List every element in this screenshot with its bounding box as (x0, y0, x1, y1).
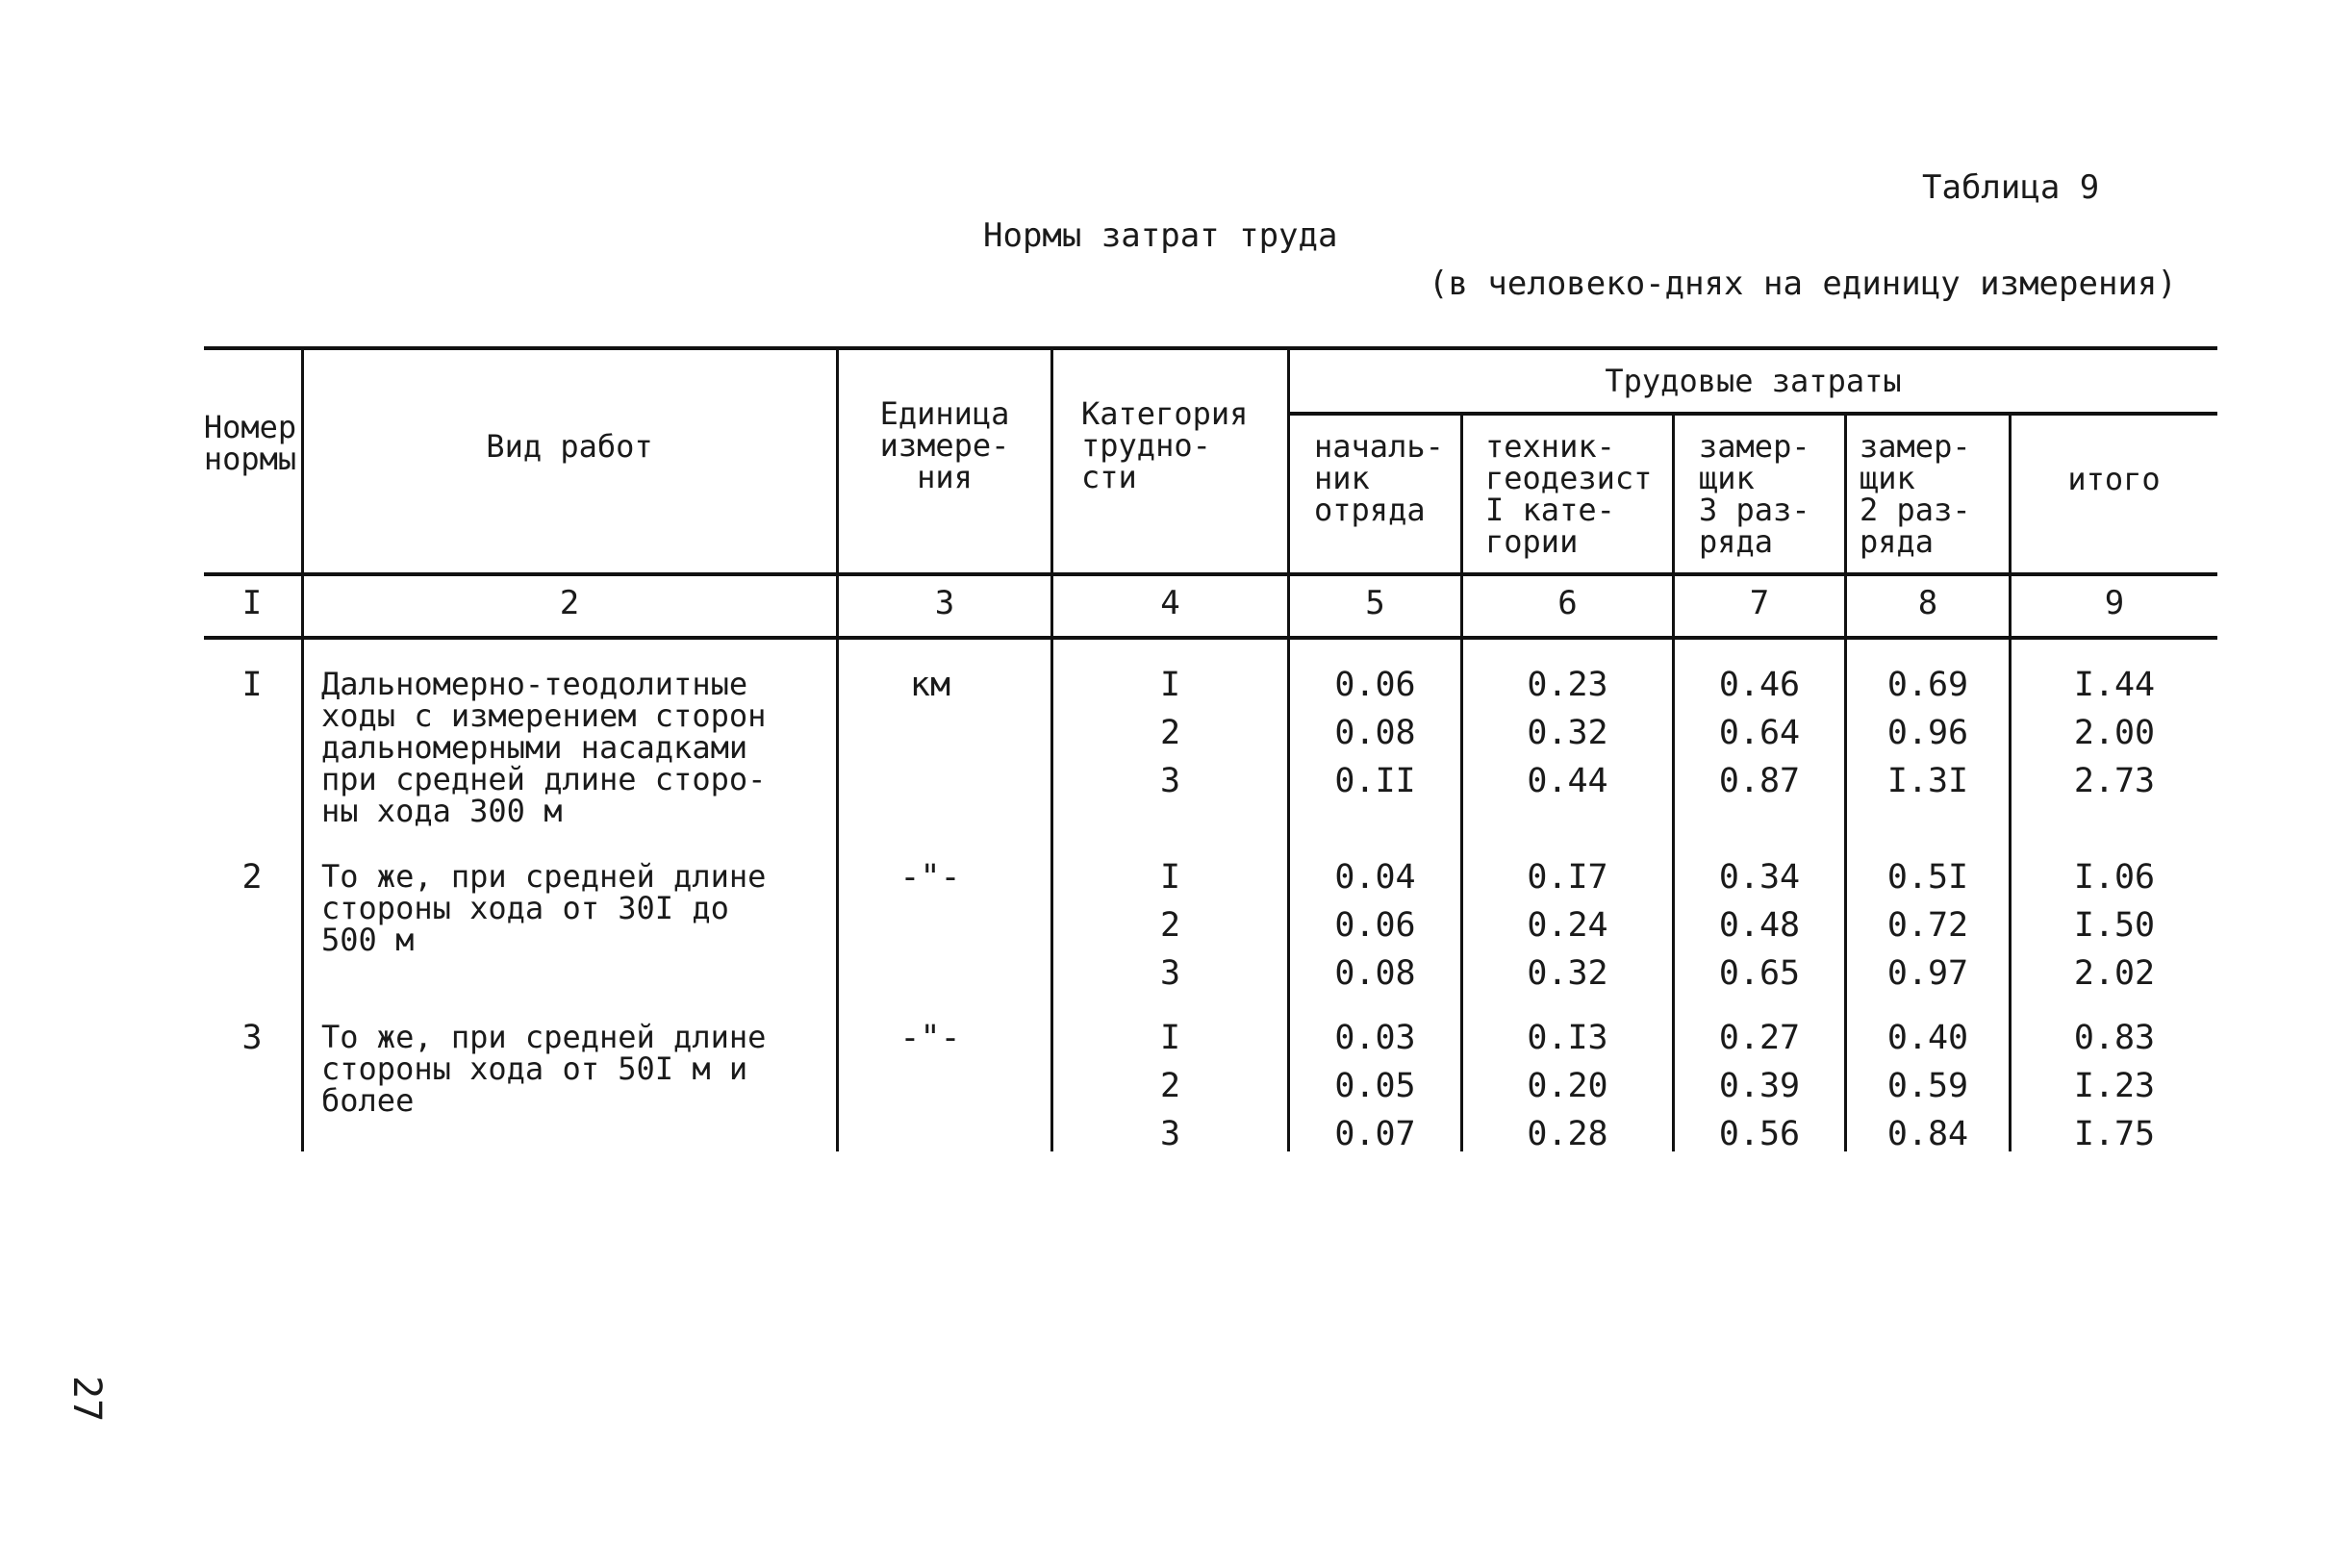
labor-value: 0.07 (1334, 1115, 1416, 1153)
labor-value: 0.83 (2073, 1019, 2156, 1057)
labor-value: 0.II (1334, 762, 1416, 800)
labor-value: 0.06 (1334, 906, 1416, 945)
table-label: Таблица 9 (1922, 168, 2100, 207)
header-work-type: Вид работ (486, 428, 653, 465)
difficulty-category: 2 (1159, 1067, 1181, 1105)
labor-value: 0.28 (1527, 1115, 1608, 1153)
labor-value: 0.48 (1718, 906, 1801, 945)
column-number: 6 (1557, 584, 1578, 622)
column-number: 9 (2104, 584, 2125, 622)
labor-value: 0.56 (1718, 1115, 1801, 1153)
group-header-rule (1289, 412, 2217, 416)
column-number: 8 (1917, 584, 1938, 622)
labor-value: 0.87 (1718, 762, 1801, 800)
labor-value: 0.08 (1334, 954, 1416, 993)
labor-value: 0.46 (1718, 666, 1801, 704)
work-description: То же, при средней длине стороны хода от 50I м и более (321, 1019, 767, 1119)
header-norm-number: Номер нормы (203, 409, 297, 477)
column-number: 7 (1749, 584, 1770, 622)
labor-value: 0.04 (1334, 858, 1416, 897)
difficulty-category: 2 (1159, 906, 1181, 945)
table-title: Нормы затрат труда (983, 216, 1338, 255)
labor-value: 0.08 (1334, 714, 1416, 752)
labor-value: 2.00 (2073, 714, 2156, 752)
header-chief: началь- ник отряда (1314, 428, 1444, 528)
difficulty-category: 3 (1159, 954, 1181, 993)
header-category: Категория трудно- сти (1081, 395, 1249, 495)
labor-value: I.75 (2073, 1115, 2156, 1153)
difficulty-category: 3 (1159, 762, 1181, 800)
labor-value: 0.39 (1718, 1067, 1801, 1105)
column-number: 5 (1365, 584, 1385, 622)
labor-value: 0.I3 (1527, 1019, 1608, 1057)
difficulty-category: 2 (1159, 714, 1181, 752)
labor-value: 0.65 (1718, 954, 1801, 993)
labor-value: 0.32 (1527, 714, 1608, 752)
labor-value: 2.02 (2073, 954, 2156, 993)
difficulty-category: I (1159, 858, 1181, 897)
norm-number: 3 (241, 1019, 263, 1057)
labor-value: I.23 (2073, 1067, 2156, 1105)
labor-value: I.3I (1886, 762, 1969, 800)
unit-of-measure: км (909, 666, 951, 704)
labor-value: I.50 (2073, 906, 2156, 945)
labor-value: 0.96 (1886, 714, 1969, 752)
difficulty-category: I (1159, 666, 1181, 704)
header-surveyor-2: замер- щик 2 раз- ряда (1860, 428, 1971, 560)
labor-value: I.44 (2073, 666, 2156, 704)
labor-value: 0.32 (1527, 954, 1608, 993)
unit-of-measure: -"- (899, 858, 961, 897)
labor-value: 2.73 (2073, 762, 2156, 800)
column-number: 2 (559, 584, 580, 622)
labor-value: 0.40 (1886, 1019, 1969, 1057)
difficulty-category: I (1159, 1019, 1181, 1057)
labor-value: 0.5I (1886, 858, 1969, 897)
column-numbers-rule (204, 636, 2217, 640)
labor-value: 0.03 (1334, 1019, 1416, 1057)
table-subtitle: (в человеко-днях на единицу измерения) (1429, 265, 2177, 303)
labor-value: 0.27 (1718, 1019, 1801, 1057)
labor-value: I.06 (2073, 858, 2156, 897)
column-number: 3 (934, 584, 955, 622)
labor-value: 0.05 (1334, 1067, 1416, 1105)
header-unit: Единица измере- ния (879, 395, 1010, 495)
labor-value: 0.44 (1527, 762, 1608, 800)
column-number: 4 (1160, 584, 1180, 622)
labor-value: 0.20 (1527, 1067, 1608, 1105)
labor-value: 0.64 (1718, 714, 1801, 752)
labor-value: 0.69 (1886, 666, 1969, 704)
header-technician: техник- геодезист I кате- гории (1485, 428, 1653, 560)
header-labor-costs: Трудовые затраты (1605, 363, 1902, 399)
header-bottom-rule (204, 572, 2217, 576)
unit-of-measure: -"- (899, 1019, 961, 1057)
work-description: Дальномерно-теодолитные ходы с измерением сторон дальномерными насадками при средней длине сторо- ны хода 300 м (321, 666, 767, 829)
header-surveyor-3: замер- щик 3 раз- ряда (1699, 428, 1810, 560)
norm-number: 2 (241, 858, 263, 897)
labor-value: 0.97 (1886, 954, 1969, 993)
labor-value: 0.34 (1718, 858, 1801, 897)
labor-value: 0.06 (1334, 666, 1416, 704)
labor-value: 0.84 (1886, 1115, 1969, 1153)
column-number: I (241, 584, 263, 622)
labor-value: 0.59 (1886, 1067, 1969, 1105)
header-total: итого (2067, 461, 2161, 497)
labor-value: 0.I7 (1527, 858, 1608, 897)
norm-number: I (241, 666, 263, 704)
table-top-rule (204, 346, 2217, 350)
labor-value: 0.24 (1527, 906, 1608, 945)
difficulty-category: 3 (1159, 1115, 1181, 1153)
labor-value: 0.23 (1527, 666, 1608, 704)
page-number: 27 (64, 1376, 109, 1423)
labor-value: 0.72 (1886, 906, 1969, 945)
work-description: То же, при средней длине стороны хода от 30I до 500 м (321, 858, 767, 958)
